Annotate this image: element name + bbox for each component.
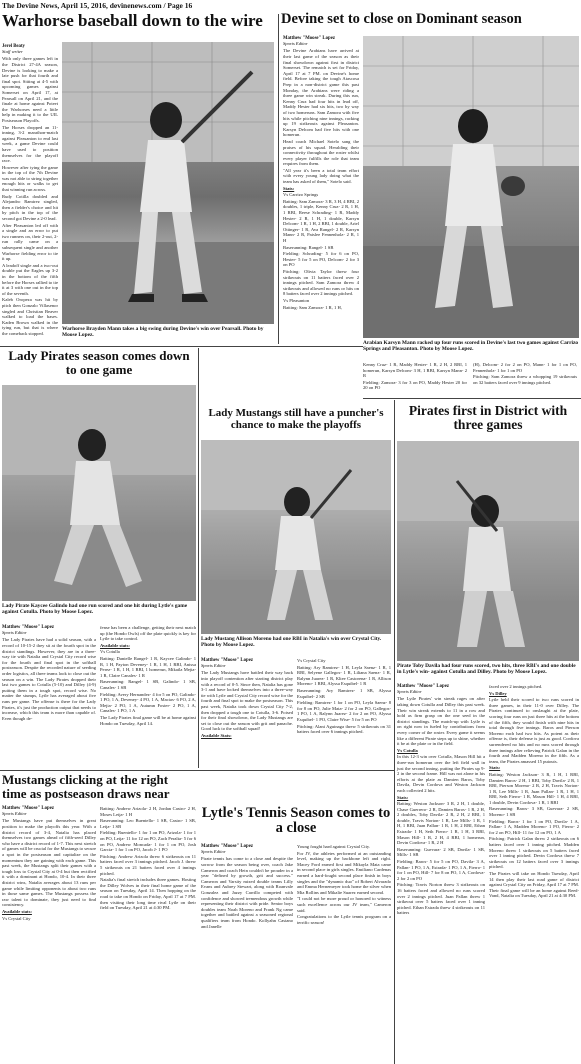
stats-label: Stats: [489,765,501,771]
lady-mustangs-caption: Lady Mustang Allison Moreno had one RBI in Natalia's win over Crystal City. Photo by Moose Lopez. [201,636,382,649]
pirates-column-2 [489,684,579,900]
paragraph: faced over 2 innings pitched. [489,684,543,689]
stats-line: Pitching: Alani Aguinaga threw 5 strikeouts on 31 batters faced over 6 innings pitched. [297,723,391,735]
stats-line: Fielding: Ramirez- 1 for 1 on PO, Leyla Saenz- 8 for 8 on PO, Julie Mata- 2 for 2 on PO, Gallegos- 1 PO, 1 A, Ralynn Juarez- 2 for 2 on PO, Alyssa Esquibel- 1 PO, Claire Wise- 5 for 5 on PO [297,700,391,722]
warhorse-caption: Warhorse Brayden Mann takes a big swing during Devine's win over Pearsall. Photo by Moose Lopez. [62,326,264,339]
stats-line: Fielding: Baros- 5 for 5 on PO, Davila- 3 A, Pallan- 1 PO, 1 A, Estrada- 1 PO, 1 A, Fierro- 1 for 1 on PO, Hill- 7 for 8 on PO, 1 A, Cordova- 2 for 2 on PO [397,859,485,881]
dominant-continued-right [473,362,577,386]
pirates-title: Pirates first in District with three games [408,403,568,433]
lady-mustangs-body [201,670,293,738]
column-divider [198,348,199,768]
mustangs-article [2,806,96,922]
dominant-role: Sports Editor [283,41,308,47]
paragraph: "All year it's been a total team effort with every young lady doing what the team has asked of them," Sotelo said. [283,167,359,185]
stats-line: Pitching: Travis Norton threw 3 strikeouts on 16 batters faced and allowed no runs scored over 2 innings pitched. Juan Pallan threw 1 strikeout over 5 batters faced over 1 inning pitched. Ethan Estrada threw 4 strikeouts on 11 batters [397,882,485,916]
lady-pirates-role: Sports Editor [2,630,27,636]
stats-label: Stats: [397,794,409,800]
lady-mustangs-article [201,658,293,740]
lady-pirates-photo [2,385,196,601]
paragraph: A leadoff single and a two-out double put the Eagles up 3-2 in the bottom of the fifth before the Horses rallied to tie it at 3 with one out in the top of the seventh. [2,262,58,296]
stats-line: Batting: Weston Jackson- 3 R, 2 H, 1 double, Chase Guerrero- 2 R, Damien Baros- 1 R, 2 H, 2 doubles, Toby Davila- 2 R, 2 H, 2 RBI, 1 double, Travis Norton- 1 R, Lee Mills- 1 R, 1 H, 1 RBI, Juan Pallan- 1 R, 1 H, 2 RBI, Ethan Estrada- 1 H, Seth Fierro- 1 R, 1 H, 3 RBI, Mason Hill- 1 R, 2 H, 4 RBI, 1 homerun, Devin Cordova- 1 R, 2 H [397,801,485,846]
column-divider [278,14,279,344]
section-divider [363,398,581,399]
stats-line: Vs Crystal City [297,658,326,663]
masthead: The Devine News, April 15, 2016, devinenews.com / Page 16 [2,1,193,10]
paragraph: The Mustangs have put themselves in great position to make the playoffs this year. With a district record of 3-4, Natalia has placed themselves two games ahead of fifth-seed Dilley who have a district record of 1-7. This next stretch of games will be crucial for the Mustangs to secure a spot in the postseason and capitalize on the momentum they are gaining with each game. This past week, the Mustangs split their games with a tough loss to Crystal City at 0-4 but then rectified it with a dominant at Hondo, 10-4. In their three district wins, Natalia averages about 13 runs per game while limiting opponents to about two runs in those same games. The Mustangs possess the raw talent to dominate, they just need to find consistency. [2,818,97,908]
tennis-byline: Matthew "Moose" Lopez [201,844,253,849]
tennis-column-2 [297,844,391,926]
lady-pirates-byline: Matthew "Moose" Lopez [2,625,54,630]
tennis-article [201,844,293,929]
dominant-photo [363,36,579,338]
stats-line: The Lady Pirates final game will be at home against Hondo on Tuesday, April 14. [100,714,196,726]
stats-line: Batting: Sam Zamora- 1 R, 1 H, [283,304,342,310]
dominant-byline: Matthew "Moose" Lopez [283,36,335,41]
paragraph: Young fought hard against Crystal City. [297,844,370,849]
stats-line: Baserunning: Leo Buentello- 1 SB, Castro- 1 SB, Leija- 1 SB [100,818,196,829]
paragraph: For JV, the athletes performed at an outstanding level, making up the backbone left and right. Macey Ford earned first and Mikayla Mata came in second place in girls singles. Emiliano Cardenas earned a hard-fought second place finish in boys singles and the "dynamic duo" of Robert Alvarado and Emma Hernemeyer took home the silver when Mia Rollins and Mikalie Suarez earned second. [297,850,391,895]
lady-mustangs-role: Sports Editor [201,663,226,669]
paragraph: In this 12-3 win over Cotulla, Mason Hill hit a three-run homerun over the left field wall in just the second inning, putting the Pirates up 9-2 in the second frame. Hill was not alone in his efforts at the plate as Damien Baros, Toby Davila, Devin Cordova and Weston Jackson each collected 2 hits. [397,754,485,793]
pirates-body [397,696,485,916]
pirates-role: Sports Editor [397,689,422,695]
paragraph: The Devine Arabians have arrived at their last game of the season as their final showdown against first in district Somerset. The rematch is set for Friday, April 17 at 7 PM. on Devine's home field. Before taking the tough Atascosa Prep in a non-district game this past Monday, the Arabians were riding a three game win streak. During this run, Kenny Cruz had four hits in lead off, Maddy Hester had six hits, two by way of two homeruns. Sam Zamora with five hits while pitching nine innings, racking up 19 strikeouts against Pleasanton. Karsyn Delcom had five hits with one homerun. [283,48,359,138]
paragraph: After Pleasanton led off with a single and an error to put two runners on, their 2-out, 2-run rally came on a subsequent single and another Warhorse fielding error to tie it up. [2,222,58,262]
stats-line: Batting: Sam Zamora- 3 R, 3 H, 4 RBI, 2 doubles, 1 triple, Kenny Cruz- 2 R, 1 H, 1 RBI, Reese Schrading- 1 R, Maddy Hester- 2 R, 1 H, 1 double, Karsyn Delcom- 1 R, 1 H, 2 RBI, 1 double, Ariel Ottinger- 1 R, Ava Rangel- 2 R, Karsyn Mann- 2 R, Paislee Fennenholz- 2 R, 1 H [283,198,359,243]
lady-mustangs-title: Lady Mustangs still have a puncher's chance to make the playoffs [208,407,384,431]
section-divider [0,770,394,771]
subhead: Vs Dilley [489,690,507,696]
warhorse-photo [62,42,274,324]
stats-line: Baserunning: Rangel- 1 SB [283,244,334,250]
paragraph: Lytle held their scored to two runs scored in three games, in their 11-0 over Dilley. The Pirates continued to onslaught at the plate, scoring four runs on just three hits at the bottom of the fifth, they would finish with nine hits in total through five innings. Baros and Pierson Moreno each had two hits. As potent as their offense is, their defense is just as good. Cordova surrendered no hits and no runs scored through three innings after relieving Patrick Galan in the fourth and Madden Moreno in the fifth. As a team, the Pirates amassed 15 putouts. [489,697,579,764]
stats-line: Pitching: Olivia Taylor threw four strikeouts on 11 batters faced over 2 innings pitched. Sam Zamora threw 4 strikeouts and allowed no runs or hits on 8 batters faced over 2 innings pitched. [283,268,359,297]
stats-line: Vs Cotulla [100,649,120,655]
dominant-title: Devine set to close on Dominant season [281,11,522,27]
stats-line: Vs Carrizo Springs [283,192,319,198]
stats-label: Available stats: [2,908,32,914]
mustangs-role: Sports Editor [2,811,27,817]
lady-pirates-column-2 [100,625,196,727]
paragraph: The Lady Mustangs have battled their way back into playoff contention after starting district play with a record of 0-5. Since then, Natalia has gone 3-1 and have locked themselves into a three-way tie with Lytle and Crystal City record wise for the fourth and final spot to make the postseason. This past week, Natalia took down Crystal City 7-2, then dropped a tough one to Cotulla, 3-6. Poised for their final showdown, the Lady Mustangs are set to close out the season with grit and panache. Good luck to the softball squad! [201,670,293,732]
stats-line: Baserunning: Baros- 3 SB, Guevara- 2 SB, Moreno- 1 SB [489,806,579,818]
pirates-article [397,684,485,917]
stats-line: Baserunning: Rangel- 1 SB, Galindo- 1 SB, Canales- 1 SB [100,679,196,690]
tennis-body: Pirate tennis has come to a close and despite the sorrow from the season being over, coach Jake Cameron and coach Hein couldn't be prouder in a year "defined by growth, grit and success." Cameron and Varsity mixed double teams Lilly Evans and Aubrey Stewart, along with Roanvale Gonzalez and Jazzy Carrillo competed with confidence and showed tremendous growth while representing their district with pride. Senior boys doubles team Noah Moreno and Frank Ng came together and battled against a seasoned regional qualifiers team from Hondo. Kollyahn Castano and Janelle [201,856,293,929]
warhorse-body [2,56,58,336]
paragraph: The Horses dropped an 11-inning, 3-2 marathon-match against Pleasanton to end last week, a game Devine could have used to position themselves for the playoff race. [2,124,58,164]
stats-label: Available Stats: [201,732,232,738]
batter-illustration [397,441,579,661]
warhorse-role: Staff writer [2,49,23,55]
paragraph: With only three games left in the District 27-4A season, Devine is looking to make a late push for that fourth and final spot. Sitting at 4-5 with upcoming games against Somerset on April 17, at Pearsall on April 21, and the finale at home against Poteet the Warhorses need a little help in making it to the UIL Postseason Playoffs. [2,56,58,123]
paragraph: "I could not be more proud or honored to witness such excellence across our JV team," Cameron said. [297,896,391,913]
pirates-byline: Matthew "Moose" Lopez [397,684,449,689]
stats-line: Fielding: Schrading- 5 for 6 on PO, Hester- 5 for 5 on PO, Delcom- 2 for 3 on PO [283,251,359,268]
stats-line: Fielding: Buentello- 1 for 1 on PO, Arizola- 1 for 1 on PO, Leija- 11 for 12 on PO, Zach Peralta- 5 for 6 on PO, Andrew Moncada- 1 for 1 on PO, Josh Garcia- 1 for 1 on PO, Jacob J- 1 PO [100,830,196,853]
stats-label: Stats: [283,185,295,191]
stats-line: Batting: Andrew Arizola- 2 H, Jordan Castro- 2 H, Moses Leija- 1 H [100,806,196,817]
stats-line: Fielding: Avery Hernandez- 4 for 5 on PO, Galindo- 1 PO, 1 A, Deveney- 4 PO, 1 A, Macias- 6 PO, 2 A, Mejia- 2 PO, 1 A, Autumn Foster- 2 PO, 1 A, Canales- 1 PO, 1 A [100,691,196,714]
lady-pirates-article [2,625,96,721]
stats-line: Fielding: Zamora- 3 for 3 on PO, Maddy Hester 20 for 20 on PO [363,379,467,391]
stats-line: Batting: Ary Ramirez- 1 H, Leyla Saenz- 1 R, 1 RBI, Selyene Gallegos- 1 R, Liliana Saenz- 1 R, Ralynn Juarez- 1 R, Kliee Castorena- 1 R, Allison Moreno- 1 RBI, Alyssa Esquibel- 1 R [297,664,391,687]
stats-line: (H), Delcom- 2 for 2 on PO, Mann- 1 for 1 on PO, Fennenholz- 1 for 1 on PO [473,362,577,373]
stats-line: Kenny Cruz- 1 R, Maddy Hester- 1 R, 2 H, 2 RBI, 1 homerun, Karsyn Delcom- 3 H, 1 RBI, Karsyn Mann- 2 R [363,362,467,379]
lady-pirates-body: The Lady Pirates have had a solid season, with a record of 10-15-2 they sit at the fourth spot in the district standings. However, they are in a three-way tie with Natalia and Crystal City record wise for the fourth and final spot in the softball postseason. Despite the recorded nature of seeding order logistics, all three teams look to close out the season on a win. The Lady Pirates dropped their last two games to Cotulla (5-10) and Dilley (4-9) putting them in a tough spot, record wise. No matter the stumps, Lytle has averaged about five runs per game. The offense is there for the Lady Pirates, it's just the production output that needs to increase, which this team is more than capable of. Even though de- [2,637,96,721]
pirates-caption: Pirate Toby Davila had four runs scored, two hits, three RBI's and one double in Lytle's win- against Cotulla and Dilley. Photo by Moose Lopez. [397,663,576,676]
pirates-photo [397,441,579,661]
dominant-continued-left [363,362,467,392]
column-divider [394,400,395,1064]
paragraph: Natalia's final stretch includes three games. Hosting the Dilley Wolves in their final home game of the season on Tuesday, April 14. Then hopping on the road to take on Hondo on Friday, April 17 at 7 PM. then visiting their long time rival Lytle on their field on Tuesday, April 21 at 4:30 PM. [100,877,196,911]
lady-mustangs-column-2 [297,658,391,736]
section-divider [0,346,363,347]
paragraph: Kaleb Oropeza was hit by pitch then Gonzalo Villasenor singled and Christian Beaver walked to load the bases. Kaden Brown walked in the tying run, but that is where the comeback stopped. [2,297,58,336]
tennis-title: Lytle's Tennis Season comes to a close [201,805,391,837]
runner-illustration [2,385,196,601]
lady-pirates-title: Lady Pirates season comes down to one game [8,348,190,377]
paragraph: Rudy Cotilla doubled and Alejandro Ramirez singled, then a fielder's choice and hit by pitch in the top of the second got Devine a 2-0 lead. [2,193,58,222]
mustangs-body [2,818,96,921]
warhorse-article [2,44,58,338]
stats-line: Vs Pleasanton [283,297,310,303]
lady-mustangs-photo [201,440,391,634]
mustangs-title: Mustangs clicking at the right time as postseason draws near [2,772,170,801]
warhorse-byline: Jerel Beaty [2,44,25,49]
warhorse-title: Warhorse baseball down to the wire [2,11,263,30]
dominant-caption: Arabian Karsyn Mann racked up four runs scored in Devine's last two games against Carrizo Springs and Pleasanton. Photo by Moose Lopez. [363,340,579,353]
stats-label: Available stats: [100,642,130,648]
dominant-body [283,48,359,310]
paragraph: fense has been a challenge, getting their next match up (the Hondo Owls) off the plate quickly is key for Lytle to take control. [100,625,196,642]
subhead: Vs Crystal City [2,915,31,921]
fielder-illustration [363,36,579,338]
dominant-article [283,36,359,311]
stats-line: Pitching: Andrew Arizola threw 6 strikeouts on 11 batters faced over 3 innings pitched. Jacob J. threw 5 strikeouts on 21 batters faced over 4 innings pitched. [100,853,196,876]
tennis-role: Sports Editor [201,849,226,855]
stats-line: Batting: Danielle Rangel- 1 R, Kaycee Galindo- 1 R, 1 H, Payton Deveney- 1 R, 1 H, 1 RBI, Anissa Perez- 1 R, 1 H, 1 RBI, 1 homerun, Mikaila Mejia- 1 R, Claire Canales- 1 R [100,655,196,678]
subhead: Vs Cotulla [397,747,418,753]
stats-line: Baserunning: Ary Ramirez- 1 SB, Alyssa Esquibel- 2 SB [297,687,391,699]
paragraph: The Lytle Pirates' win streak rages on after taking down Cotulla and Dilley this past week. Their win streak extends to 11 in a row and hold as firm grasp on the one seed in the district standings. The match-up with Lytle is on right now in fueled by contributions from every corner of the roster. Every game it seems like a different Pirate steps up to shine, whether it be at the plate or in the field. [397,696,485,747]
batter-illustration [201,440,391,634]
stats-line: Pitching: Sam Zamora threw a whopping 19 strikeouts on 32 batters faced over 9 innings pitched. [473,374,577,385]
paragraph: However after tying the game in the top of the 7th Devine was not able to string together enough hits or walks to get that winning run across. [2,164,58,193]
mustangs-column-2 [100,806,196,912]
batter-illustration [62,42,274,324]
lady-pirates-caption: Lady Pirate Kaycee Galindo had one run scored and one hit during Lytle's game against Cotulla. Photo by Moose Lopez. [2,603,188,616]
stats-line: Baserunning: Guevara- 2 SB, Davila- 1 SB, Mills- 1 SB [397,846,485,858]
mustangs-byline: Matthew "Moose" Lopez [2,806,54,811]
paragraph: Head coach Michael Sotelo sang the praises of his squad. Heralding their connectivity throughout the roster whilst every player fulfills the role that team requires from them. [283,138,359,167]
stats-line: Batting: Weston Jackson- 3 R, 1 H, 1 RBI, Damien Baros- 2 H, 1 RBI, Toby Davila- 2 R, 1 RBI, Pierson Moreno- 2 R, 2 H, Travis Norton- 1 R, Lee Mills- 1 R, Juan Pallan- 1 R, 1 H, 1 RBI, Seth Fierro- 1 R, Mason Hill- 1 H, 4 RBI, 1 double, Devin Cordova- 1 R, 1 RBI [489,771,579,805]
stats-line: Fielding: Baros- 1 for 1 on PO, Davila- 1 A, Pallan- 1 A, Madden Moreno- 1 PO, Fierro- 2 for 2 on PO, Hill- 11 for 12 on PO, 1 A [489,818,579,835]
lady-mustangs-byline: Matthew "Moose" Lopez [201,658,253,663]
stats-line: Pitching: Patrick Galan threw 2 strikeouts on 6 batters faced over 1 inning pitched. Madden Moreno threw 1 strikeouts on 5 batters faced over 1 inning pitched. Devin Cordova threw 7 strikeouts on 12 batters faced over 3 innings pitched. [489,836,579,870]
paragraph: Congratulations to the Lytle tennis program on a terrific season! [297,914,391,925]
paragraph: The Pirates will take on Hondo Tuesday, April 14 then play their last road game of district against Crystal City on Friday, April 17 at 7 PM. Their final game will be an home against Reed-Vand, Natalia on Tuesday, April 21 at 4:30 PM. [489,871,579,899]
